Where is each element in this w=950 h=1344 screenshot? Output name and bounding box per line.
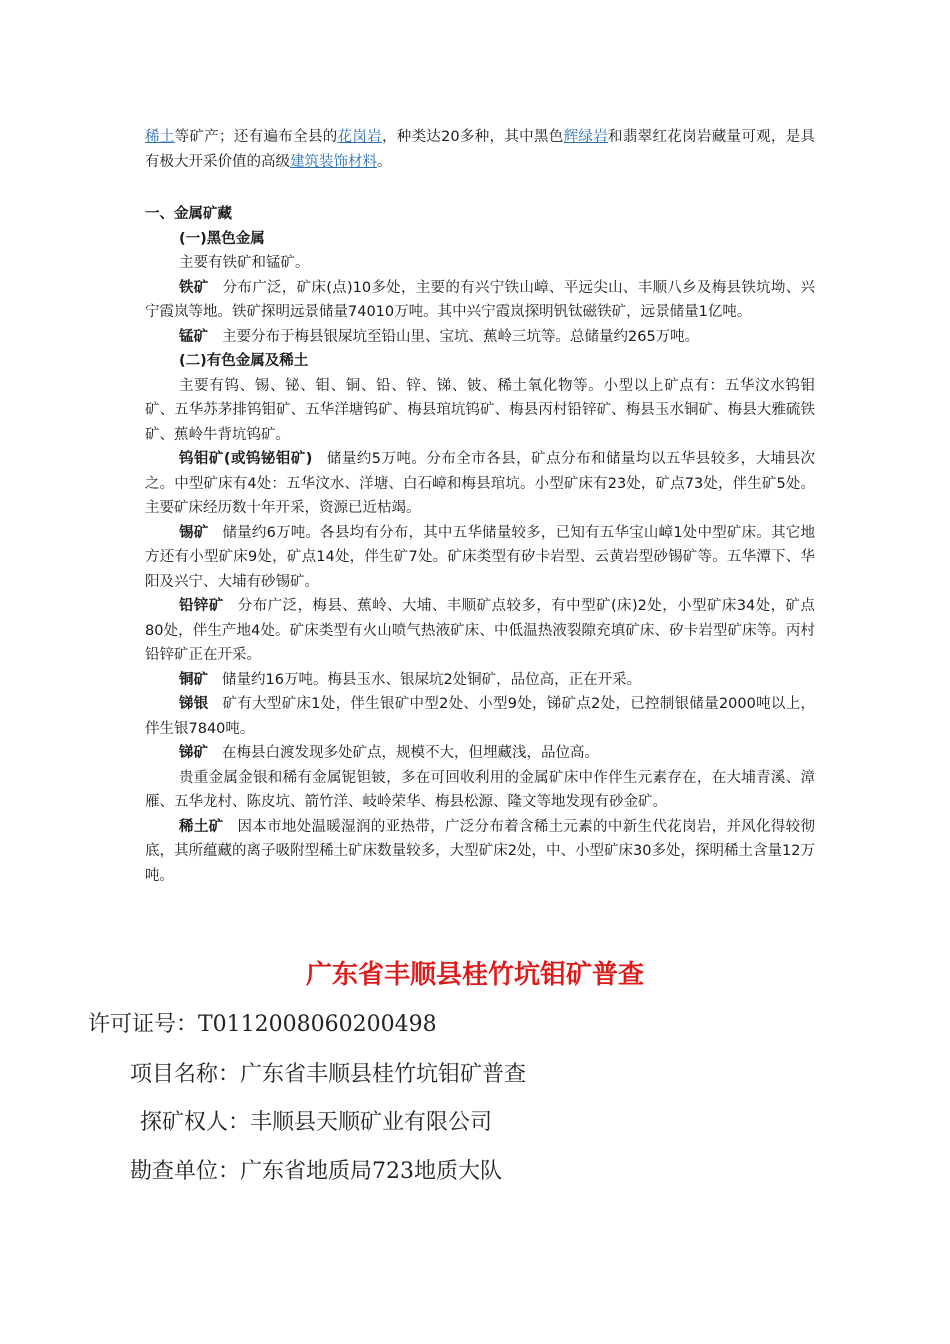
exploration-unit: 勘查单位：广东省地质局723地质大队	[130, 1159, 502, 1184]
document-title: 广东省丰顺县桂竹坑钼矿普查	[305, 960, 644, 990]
text-lead-zinc: 分布广泛，梅县、蕉岭、大埔、丰顺矿点较多，有中型矿(床)2处，小型矿床34处，矿点80处，伴生产地4处。矿床类型有火山喷气热液矿床、中低温热液裂隙充填矿床、矽卡岩型矿床等。丙村铅锌矿正在开采。	[145, 598, 815, 663]
paragraph-ferrous-intro: 主要有铁矿和锰矿。	[179, 255, 310, 271]
paragraph-lead-zinc	[145, 594, 815, 668]
text-rare-earth: 因本市地处温暖湿润的亚热带，广泛分布着含稀土元素的中新生代花岗岩，并风化得较彻底，其所蕴藏的离子吸附型稀土矿床数量较多，大型矿床2处，中、小型矿床30多处，探明稀土含量12万吨。	[145, 818, 815, 884]
paragraph-precious-metals: 贵重金属金银和稀有金属铌钽铍，多在可回收利用的金属矿床中作伴生元素存在，在大埔青溪、漳雁、五华龙村、陈皮坑、箭竹洋、岐岭荣华、梅县松源、隆文等地发现有砂金矿。	[145, 769, 815, 810]
text-antimony-silver: 矿有大型矿床1处，伴生银矿中型2处、小型9处，锑矿点2处，已控制银储量2000吨以上，伴生银7840吨。	[145, 696, 815, 737]
term-rare-earth: 稀土矿	[179, 818, 224, 835]
section-heading-metal: 一、金属矿藏	[145, 206, 232, 222]
link-rare-earth[interactable]: 稀土	[145, 129, 175, 145]
subheading-nonferrous: (二)有色金属及稀土	[179, 353, 309, 369]
article-body	[145, 125, 815, 888]
link-granite[interactable]: 花岗岩	[337, 129, 382, 145]
term-lead-zinc: 铅锌矿	[179, 598, 224, 614]
paragraph-tin	[145, 521, 815, 595]
term-copper: 铜矿	[179, 671, 208, 688]
term-tungsten: 钨钼矿(或钨铋钼矿)	[179, 451, 313, 467]
term-tin: 锡矿	[179, 524, 209, 541]
link-building-material[interactable]: 建筑装饰材料	[290, 153, 377, 170]
spacer	[145, 174, 815, 198]
intro-paragraph	[145, 125, 815, 174]
term-antimony: 锑矿	[179, 745, 208, 761]
intro-text-3: 和翡翠红花岗岩藏量可观，是具有极大开采价值的高级	[145, 129, 816, 170]
paragraph-manganese	[145, 325, 815, 350]
project-name: 项目名称：广东省丰顺县桂竹坑钼矿普查	[130, 1062, 527, 1087]
intro-text-4: 。	[377, 153, 392, 170]
text-copper: 储量约16万吨。梅县玉水、银屎坑2处铜矿，品位高，正在开采。	[222, 671, 642, 688]
paragraph-copper	[145, 668, 815, 693]
intro-text-1: 等矿产；还有遍布全县的	[174, 129, 338, 145]
text-tin: 储量约6万吨。各县均有分布，其中五华储量较多，已知有五华宝山嶂1处中型矿床。其它地方还有小型矿床9处，矿点14处，伴生矿7处。矿床类型有矽卡岩型、云黄岩型砂锡矿等。五华潭下、华阳及兴宁、大埔有砂锡矿。	[145, 524, 816, 590]
text-manganese: 主要分布于梅县银屎坑至铅山里、宝坑、蕉岭三坑等。总储量约265万吨。	[222, 328, 700, 345]
paragraph-rare-earth	[145, 815, 815, 889]
mining-right-holder: 探矿权人：丰顺县天顺矿业有限公司	[140, 1110, 493, 1135]
term-manganese: 锰矿	[179, 328, 208, 345]
link-diabase[interactable]: 辉绿岩	[563, 129, 609, 145]
license-number: 许可证号：T01120080602004​98	[88, 1012, 437, 1037]
paragraph-antimony-silver	[145, 692, 815, 741]
text-antimony: 在梅县白渡发现多处矿点，规模不大，但埋藏浅，品位高。	[222, 745, 599, 761]
intro-text-2: ，种类达20多种，其中黑色	[381, 129, 564, 145]
text-iron: 分布广泛，矿床(点)10多处，主要的有兴宁铁山嶂、平远尖山、丰顺八乡及梅县铁坑坳、兴宁霞岚等地。铁矿探明远景储量74010万吨。其中兴宁霞岚探明钒钛磁铁矿，远景储量1亿吨。	[145, 279, 816, 320]
term-antimony-silver: 锑银	[179, 696, 209, 712]
paragraph-tungsten	[145, 447, 815, 521]
paragraph-nonferrous-intro: 主要有钨、锡、铋、钼、铜、铅、锌、锑、铍、稀土氧化物等。小型以上矿点有：五华汶水钨钼矿、五华苏茅排钨钼矿、五华洋塘钨矿、梅县琯坑钨矿、梅县丙村铅锌矿、梅县玉水铜矿、梅县大雅硫铁矿、蕉岭牛背坑钨矿。	[145, 377, 815, 443]
text-tungsten: 储量约5万吨。分布全市各县，矿点分布和储量均以五华县较多，大埔县次之。中型矿床有4处：五华汶水、洋塘、白石嶂和梅县琯坑。小型矿床有23处，矿点73处，伴生矿5处。主要矿床经历数十年开采，资源已近枯竭。	[145, 451, 815, 516]
term-iron: 铁矿	[179, 279, 209, 296]
subheading-ferrous: (一)黑色金属	[179, 230, 265, 247]
paragraph-iron	[145, 276, 815, 325]
paragraph-antimony	[145, 741, 815, 766]
